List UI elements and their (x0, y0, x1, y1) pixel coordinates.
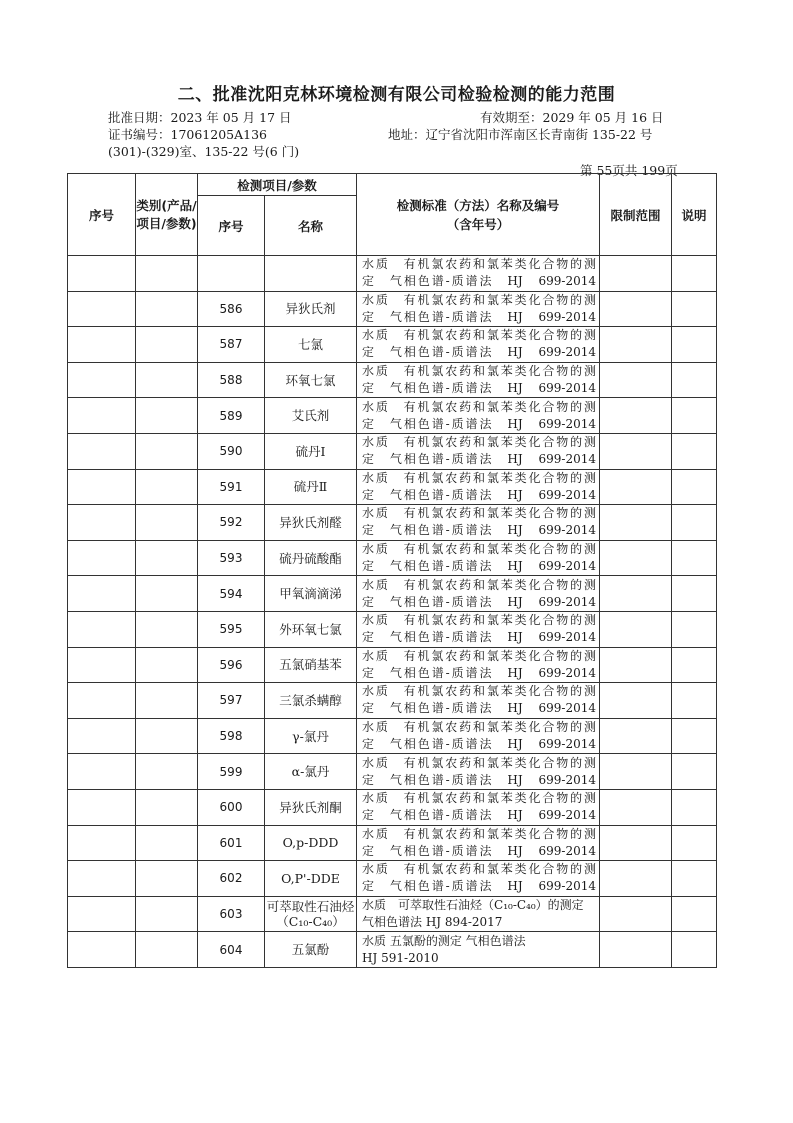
row-seq-cell (68, 647, 136, 683)
item-seq: 604 (198, 932, 265, 968)
standard-line-1: 水质 有机氯农药和氯苯类化合物的测 (362, 364, 597, 379)
row-category-cell (136, 611, 198, 647)
item-name: 外环氧七氯 (265, 611, 357, 647)
standard-line-1: 水质 五氯酚的测定 气相色谱法 (362, 933, 526, 948)
standard-line-1: 水质 有机氯农药和氯苯类化合物的测 (362, 470, 597, 485)
header-seq: 序号 (68, 174, 136, 256)
standard-line-2: 定 气相色谱-质谱法 HJ 699-2014 (362, 772, 597, 787)
table-row (68, 291, 717, 327)
note-cell (672, 362, 717, 398)
row-category-cell (136, 754, 198, 790)
limit-cell (600, 647, 672, 683)
standard-line-1: 水质 有机氯农药和氯苯类化合物的测 (362, 542, 597, 557)
item-seq: 602 (198, 861, 265, 897)
item-name: 异狄氏剂 (265, 291, 357, 327)
row-category-cell (136, 256, 198, 292)
standard-cell (357, 647, 600, 683)
row-seq-cell (68, 540, 136, 576)
table-row (68, 256, 717, 292)
standard-line-1: 水质 有机氯农药和氯苯类化合物的测 (362, 862, 597, 877)
standard-cell (357, 789, 600, 825)
header-item-seq: 序号 (198, 196, 265, 256)
standard-line-2: 定 气相色谱-质谱法 HJ 699-2014 (362, 452, 597, 467)
row-category-cell (136, 469, 198, 505)
standard-line-1: 水质 有机氯农药和氯苯类化合物的测 (362, 720, 597, 735)
row-seq-cell (68, 825, 136, 861)
row-seq-cell (68, 861, 136, 897)
row-category-cell (136, 362, 198, 398)
item-seq: 589 (198, 398, 265, 434)
note-cell (672, 789, 717, 825)
row-seq-cell (68, 611, 136, 647)
limit-cell (600, 611, 672, 647)
table-row (68, 576, 717, 612)
row-category-cell (136, 718, 198, 754)
table-row (68, 683, 717, 719)
note-cell (672, 327, 717, 363)
standard-line-1: 水质 有机氯农药和氯苯类化合物的测 (362, 755, 597, 770)
item-seq: 592 (198, 505, 265, 541)
table-row (68, 540, 717, 576)
limit-cell (600, 683, 672, 719)
standard-cell (357, 718, 600, 754)
note-cell (672, 256, 717, 292)
standard-cell (357, 505, 600, 541)
note-cell (672, 433, 717, 469)
standard-line-1: 水质 有机氯农药和氯苯类化合物的测 (362, 506, 597, 521)
item-name (265, 256, 357, 292)
standard-line-2: 定 气相色谱-质谱法 HJ 699-2014 (362, 808, 597, 823)
capability-table (67, 173, 717, 968)
standard-cell (357, 825, 600, 861)
standard-line-2: 定 气相色谱-质谱法 HJ 699-2014 (362, 487, 597, 502)
item-seq: 595 (198, 611, 265, 647)
row-category-cell (136, 540, 198, 576)
item-name: O,P'-DDE (265, 861, 357, 897)
standard-line-2: 定 气相色谱-质谱法 HJ 699-2014 (362, 381, 597, 396)
standard-line-1: 水质 有机氯农药和氯苯类化合物的测 (362, 328, 597, 343)
limit-cell (600, 540, 672, 576)
table-row (68, 505, 717, 541)
valid-until: 有效期至：2029 年 05 月 16 日 (480, 110, 664, 125)
row-category-cell (136, 398, 198, 434)
standard-cell (357, 754, 600, 790)
table-row (68, 932, 717, 968)
row-category-cell (136, 505, 198, 541)
document-title: 二、批准沈阳克林环境检测有限公司检验检测的能力范围 (177, 85, 616, 105)
note-cell (672, 505, 717, 541)
limit-cell (600, 291, 672, 327)
limit-cell (600, 398, 672, 434)
standard-line-2: 定 气相色谱-质谱法 HJ 699-2014 (362, 630, 597, 645)
table-row (68, 861, 717, 897)
header-item-group: 检测项目/参数 (198, 174, 357, 196)
limit-cell (600, 256, 672, 292)
limit-cell (600, 433, 672, 469)
header-note: 说明 (672, 174, 717, 256)
row-seq-cell (68, 576, 136, 612)
standard-line-1: 水质 有机氯农药和氯苯类化合物的测 (362, 577, 597, 592)
row-category-cell (136, 932, 198, 968)
table-row (68, 433, 717, 469)
standard-line-1: 水质 有机氯农药和氯苯类化合物的测 (362, 613, 597, 628)
row-seq-cell (68, 291, 136, 327)
standard-line-2: 气相色谱法 HJ 894-2017 (362, 914, 503, 929)
standard-cell (357, 433, 600, 469)
row-category-cell (136, 683, 198, 719)
standard-line-1: 水质 有机氯农药和氯苯类化合物的测 (362, 292, 597, 307)
header-limit: 限制范围 (600, 174, 672, 256)
limit-cell (600, 932, 672, 968)
table-row (68, 896, 717, 932)
standard-line-1: 水质 有机氯农药和氯苯类化合物的测 (362, 435, 597, 450)
standard-line-2: 定 气相色谱-质谱法 HJ 699-2014 (362, 523, 597, 538)
item-name: 三氯杀螨醇 (265, 683, 357, 719)
standard-cell (357, 398, 600, 434)
row-seq-cell (68, 789, 136, 825)
limit-cell (600, 576, 672, 612)
item-name: O,p-DDD (265, 825, 357, 861)
item-seq: 590 (198, 433, 265, 469)
item-name: γ-氯丹 (265, 718, 357, 754)
item-seq: 599 (198, 754, 265, 790)
standard-cell (357, 327, 600, 363)
note-cell (672, 896, 717, 932)
item-seq: 591 (198, 469, 265, 505)
standard-line-1: 水质 有机氯农药和氯苯类化合物的测 (362, 399, 597, 414)
item-name: 硫丹Ⅱ (265, 469, 357, 505)
limit-cell (600, 718, 672, 754)
header-item-name: 名称 (265, 196, 357, 256)
limit-cell (600, 861, 672, 897)
standard-line-1: 水质 可萃取性石油烃（C₁₀-C₄₀）的测定 (362, 897, 584, 912)
standard-cell (357, 576, 600, 612)
item-name: 艾氏剂 (265, 398, 357, 434)
standard-cell (357, 896, 600, 932)
row-seq-cell (68, 327, 136, 363)
standard-cell (357, 611, 600, 647)
side-stamp-mark (771, 330, 785, 440)
row-seq-cell (68, 932, 136, 968)
standard-line-1: 水质 有机氯农药和氯苯类化合物的测 (362, 257, 597, 272)
standard-line-2: 定 气相色谱-质谱法 HJ 699-2014 (362, 879, 597, 894)
row-category-cell (136, 291, 198, 327)
row-seq-cell (68, 362, 136, 398)
limit-cell (600, 754, 672, 790)
note-cell (672, 932, 717, 968)
note-cell (672, 540, 717, 576)
address-continued: (301)-(329)室、135-22 号(6 门) (108, 144, 300, 159)
limit-cell (600, 469, 672, 505)
standard-line-2: 定 气相色谱-质谱法 HJ 699-2014 (362, 594, 597, 609)
table-row (68, 362, 717, 398)
header-category: 类别(产品/项目/参数) (136, 174, 198, 256)
item-name: 可萃取性石油烃（C₁₀-C₄₀） (265, 896, 357, 932)
note-cell (672, 754, 717, 790)
standard-line-2: 定 气相色谱-质谱法 HJ 699-2014 (362, 309, 597, 324)
standard-line-2: 定 气相色谱-质谱法 HJ 699-2014 (362, 345, 597, 360)
item-seq: 597 (198, 683, 265, 719)
row-category-cell (136, 647, 198, 683)
row-seq-cell (68, 398, 136, 434)
limit-cell (600, 327, 672, 363)
standard-cell (357, 683, 600, 719)
item-seq: 598 (198, 718, 265, 754)
note-cell (672, 718, 717, 754)
note-cell (672, 398, 717, 434)
row-seq-cell (68, 896, 136, 932)
item-seq: 593 (198, 540, 265, 576)
standard-line-2: 定 气相色谱-质谱法 HJ 699-2014 (362, 665, 597, 680)
row-seq-cell (68, 505, 136, 541)
limit-cell (600, 362, 672, 398)
note-cell (672, 825, 717, 861)
item-seq: 587 (198, 327, 265, 363)
standard-line-2: 定 气相色谱-质谱法 HJ 699-2014 (362, 843, 597, 858)
standard-line-2: 定 气相色谱-质谱法 HJ 699-2014 (362, 559, 597, 574)
item-name: 硫丹Ⅰ (265, 433, 357, 469)
row-category-cell (136, 825, 198, 861)
note-cell (672, 291, 717, 327)
table-row (68, 611, 717, 647)
row-category-cell (136, 789, 198, 825)
standard-line-2: 定 气相色谱-质谱法 HJ 699-2014 (362, 416, 597, 431)
certificate-number: 证书编号：17061205A136 (108, 127, 268, 142)
item-seq: 588 (198, 362, 265, 398)
page-number: 第 55页共 199页 (580, 163, 678, 178)
table-row (68, 469, 717, 505)
standard-line-2: HJ 591-2010 (362, 950, 439, 965)
note-cell (672, 861, 717, 897)
limit-cell (600, 825, 672, 861)
limit-cell (600, 789, 672, 825)
item-name: 七氯 (265, 327, 357, 363)
row-seq-cell (68, 469, 136, 505)
limit-cell (600, 896, 672, 932)
row-seq-cell (68, 718, 136, 754)
standard-line-1: 水质 有机氯农药和氯苯类化合物的测 (362, 826, 597, 841)
table-row (68, 789, 717, 825)
standard-line-1: 水质 有机氯农药和氯苯类化合物的测 (362, 791, 597, 806)
row-category-cell (136, 861, 198, 897)
standard-line-1: 水质 有机氯农药和氯苯类化合物的测 (362, 684, 597, 699)
row-seq-cell (68, 754, 136, 790)
item-name: 异狄氏剂醛 (265, 505, 357, 541)
table-row (68, 647, 717, 683)
standard-cell (357, 256, 600, 292)
item-name: 五氯硝基苯 (265, 647, 357, 683)
item-seq: 603 (198, 896, 265, 932)
item-name: 异狄氏剂酮 (265, 789, 357, 825)
item-seq: 601 (198, 825, 265, 861)
row-category-cell (136, 433, 198, 469)
standard-cell (357, 540, 600, 576)
table-row (68, 825, 717, 861)
note-cell (672, 611, 717, 647)
standard-line-2: 定 气相色谱-质谱法 HJ 699-2014 (362, 701, 597, 716)
standard-cell (357, 469, 600, 505)
row-category-cell (136, 576, 198, 612)
address: 地址：辽宁省沈阳市浑南区长青南街 135-22 号 (388, 127, 653, 142)
limit-cell (600, 505, 672, 541)
row-category-cell (136, 327, 198, 363)
standard-line-2: 定 气相色谱-质谱法 HJ 699-2014 (362, 274, 597, 289)
table-row (68, 327, 717, 363)
standard-cell (357, 861, 600, 897)
standard-line-1: 水质 有机氯农药和氯苯类化合物的测 (362, 648, 597, 663)
standard-cell (357, 932, 600, 968)
item-name: α-氯丹 (265, 754, 357, 790)
table-row (68, 398, 717, 434)
note-cell (672, 469, 717, 505)
item-seq (198, 256, 265, 292)
standard-cell (357, 362, 600, 398)
item-name: 硫丹硫酸酯 (265, 540, 357, 576)
item-name: 环氧七氯 (265, 362, 357, 398)
item-seq: 586 (198, 291, 265, 327)
item-seq: 596 (198, 647, 265, 683)
row-category-cell (136, 896, 198, 932)
standard-cell (357, 291, 600, 327)
item-name: 甲氧滴滴涕 (265, 576, 357, 612)
approval-date: 批准日期：2023 年 05 月 17 日 (108, 110, 292, 125)
row-seq-cell (68, 683, 136, 719)
row-seq-cell (68, 433, 136, 469)
note-cell (672, 647, 717, 683)
standard-line-2: 定 气相色谱-质谱法 HJ 699-2014 (362, 737, 597, 752)
row-seq-cell (68, 256, 136, 292)
table-row (68, 718, 717, 754)
header-standard: 检测标准（方法）名称及编号（含年号） (357, 174, 600, 256)
item-seq: 600 (198, 789, 265, 825)
note-cell (672, 576, 717, 612)
item-seq: 594 (198, 576, 265, 612)
note-cell (672, 683, 717, 719)
table-row (68, 754, 717, 790)
item-name: 五氯酚 (265, 932, 357, 968)
